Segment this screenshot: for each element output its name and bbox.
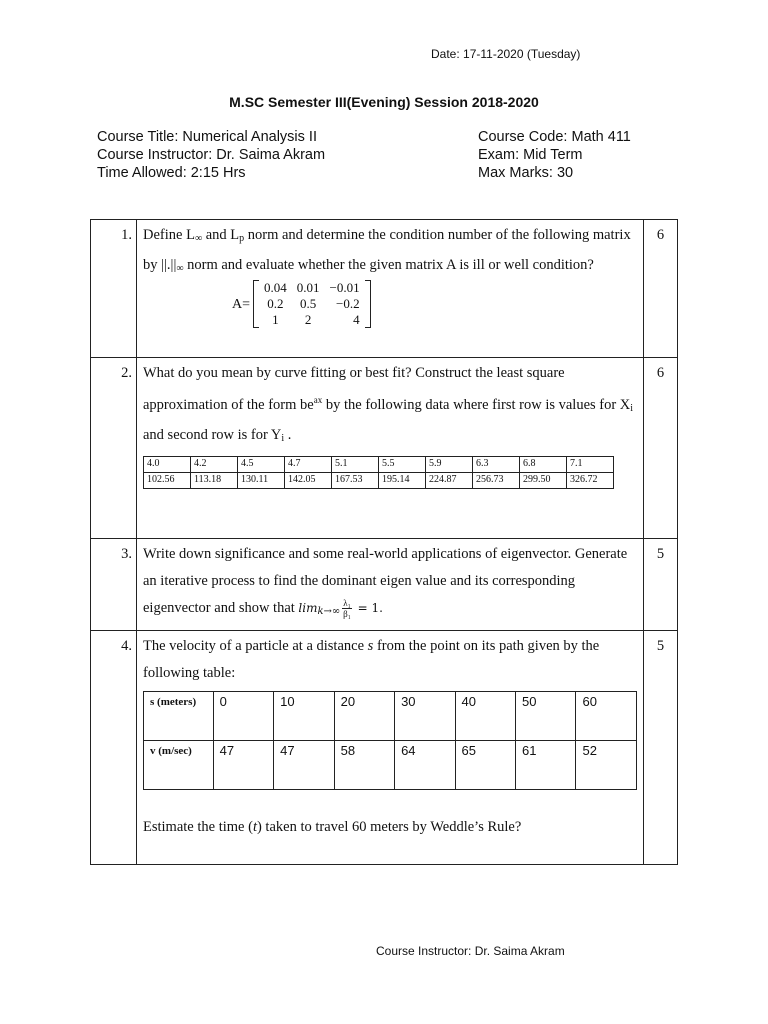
distance-cell: 40: [455, 692, 515, 741]
question-marks: 6: [644, 220, 678, 358]
question-text: What do you mean by curve fitting or best fit? Construct the least square approximation of the form $be^{ax}$ by the following data where first row is values for $X_i$ and second row is for $Y_i$ . 4.0 4.2 4.5 4.7 5.1 5.5 5.9 6.3 6.8 7.1 102.56 113.18 130.11 142.05 167.53 195.14 224.87 256.73 299.50 326.72: [137, 358, 644, 539]
lambda-beta-fraction: $\frac{\text{λ₁}}{\text{β₁}}$: [343, 598, 351, 620]
velocity-cell: 47: [213, 741, 273, 790]
matrix-a: [232, 280, 637, 328]
distance-row: [144, 692, 637, 741]
y-value-cell: 113.18: [191, 473, 238, 489]
y-values-row: [144, 473, 614, 489]
y-value-cell: 326.72: [567, 473, 614, 489]
question-row-2: [91, 358, 678, 539]
question-number: 4.: [91, 631, 137, 865]
question-text: The velocity of a particle at a distance s from the point on its path given by the following table: s (meters) 0 10 20 30 40 50 60 v (m/sec) 47 47 58 64 65 61 52 Estimate the time (t) taken to travel 60 meters by Weddle’s Rule?: [137, 631, 644, 865]
x-value-cell: 7.1: [567, 457, 614, 473]
velocity-cell: 65: [455, 741, 515, 790]
question-number: 3.: [91, 539, 137, 631]
y-value-cell: 130.11: [238, 473, 285, 489]
matrix-cell: 0.5: [300, 296, 317, 311]
question-row-4: [91, 631, 678, 865]
x-value-cell: 5.5: [379, 457, 426, 473]
matrix-cell: 4: [353, 312, 360, 327]
x-value-cell: 5.9: [426, 457, 473, 473]
session-title: M.SC Semester III(Evening) Session 2018-2020: [229, 94, 539, 110]
distance-cell: 20: [334, 692, 394, 741]
velocity-cell: 52: [576, 741, 637, 790]
course-info-right: [478, 128, 631, 182]
x-value-cell: 4.7: [285, 457, 332, 473]
x-value-cell: 5.1: [332, 457, 379, 473]
y-value-cell: 299.50: [520, 473, 567, 489]
question-row-3: [91, 539, 678, 631]
y-value-cell: 167.53: [332, 473, 379, 489]
question-text: Define $L_\infty$ and $L_p$ norm and determine the condition number of the following matrix by $||.||_\infty$ norm and evaluate whether the given matrix A is ill or well condition? A= 0.04 0.01 −0.01 0.2 0.5 −0.2 1 2 4: [137, 220, 644, 358]
velocity-cell: 61: [516, 741, 576, 790]
course-code: Course Code: Math 411: [478, 129, 631, 145]
y-value-cell: 195.14: [379, 473, 426, 489]
distance-cell: 10: [274, 692, 334, 741]
time-allowed: Time Allowed: 2:15 Hrs: [97, 165, 246, 181]
y-value-cell: 142.05: [285, 473, 332, 489]
question-marks: 6: [644, 358, 678, 539]
distance-cell: 0: [213, 692, 273, 741]
distance-cell: 50: [516, 692, 576, 741]
matrix-cell: 1: [272, 312, 279, 327]
x-value-cell: 6.8: [520, 457, 567, 473]
velocity-cell: 64: [395, 741, 455, 790]
matrix-cell: 0.01: [296, 280, 320, 295]
y-value-cell: 102.56: [144, 473, 191, 489]
x-values-row: [144, 457, 614, 473]
matrix-cell: 0.2: [267, 296, 284, 311]
x-value-cell: 6.3: [473, 457, 520, 473]
exam-type: Exam: Mid Term: [478, 147, 583, 163]
velocity-header: v (m/sec): [144, 741, 214, 790]
course-info-left: [97, 128, 325, 182]
matrix-cell: −0.01: [329, 280, 360, 295]
estimate-question: Estimate the time (t) taken to travel 60 meters by Weddle’s Rule?: [143, 819, 522, 835]
x-value-cell: 4.0: [144, 457, 191, 473]
question-marks: 5: [644, 539, 678, 631]
matrix-label: A=: [232, 296, 251, 312]
matrix-cell: 0.04: [264, 280, 287, 295]
question-row-1: [91, 220, 678, 358]
x-value-cell: 4.5: [238, 457, 285, 473]
matrix-grid: [259, 280, 365, 328]
max-marks: Max Marks: 30: [478, 165, 574, 181]
curve-fit-data-table: [143, 456, 614, 489]
matrix-cell: −0.2: [336, 296, 360, 311]
footer-instructor: Course Instructor: Dr. Saima Akram: [376, 944, 565, 958]
course-title: Course Title: Numerical Analysis II: [97, 129, 317, 145]
question-text: Write down significance and some real-world applications of eigenvector. Generate an iterative process to find the dominant eigen value and its corresponding eigenvector and show that $\lim_{k\to\infty}$ $\frac{\text{λ₁}}{\text{β₁}}$ = 1.: [137, 539, 644, 631]
velocity-cell: 47: [274, 741, 334, 790]
question-number: 1.: [91, 220, 137, 358]
course-instructor: Course Instructor: Dr. Saima Akram: [97, 147, 326, 163]
distance-header: s (meters): [144, 692, 214, 741]
y-value-cell: 256.73: [473, 473, 520, 489]
velocity-cell: 58: [334, 741, 394, 790]
matrix-cell: 2: [304, 312, 312, 327]
velocity-table: [143, 691, 637, 790]
limit-expression: $\lim_{k\to\infty}$: [298, 601, 341, 617]
exam-date: Date: 17-11-2020 (Tuesday): [431, 47, 581, 61]
matrix-brackets: [253, 280, 371, 328]
questions-table: [90, 219, 678, 865]
question-marks: 5: [644, 631, 678, 865]
y-value-cell: 224.87: [426, 473, 473, 489]
x-value-cell: 4.2: [191, 457, 238, 473]
distance-cell: 60: [576, 692, 637, 741]
velocity-row: [144, 741, 637, 790]
distance-cell: 30: [395, 692, 455, 741]
question-number: 2.: [91, 358, 137, 539]
